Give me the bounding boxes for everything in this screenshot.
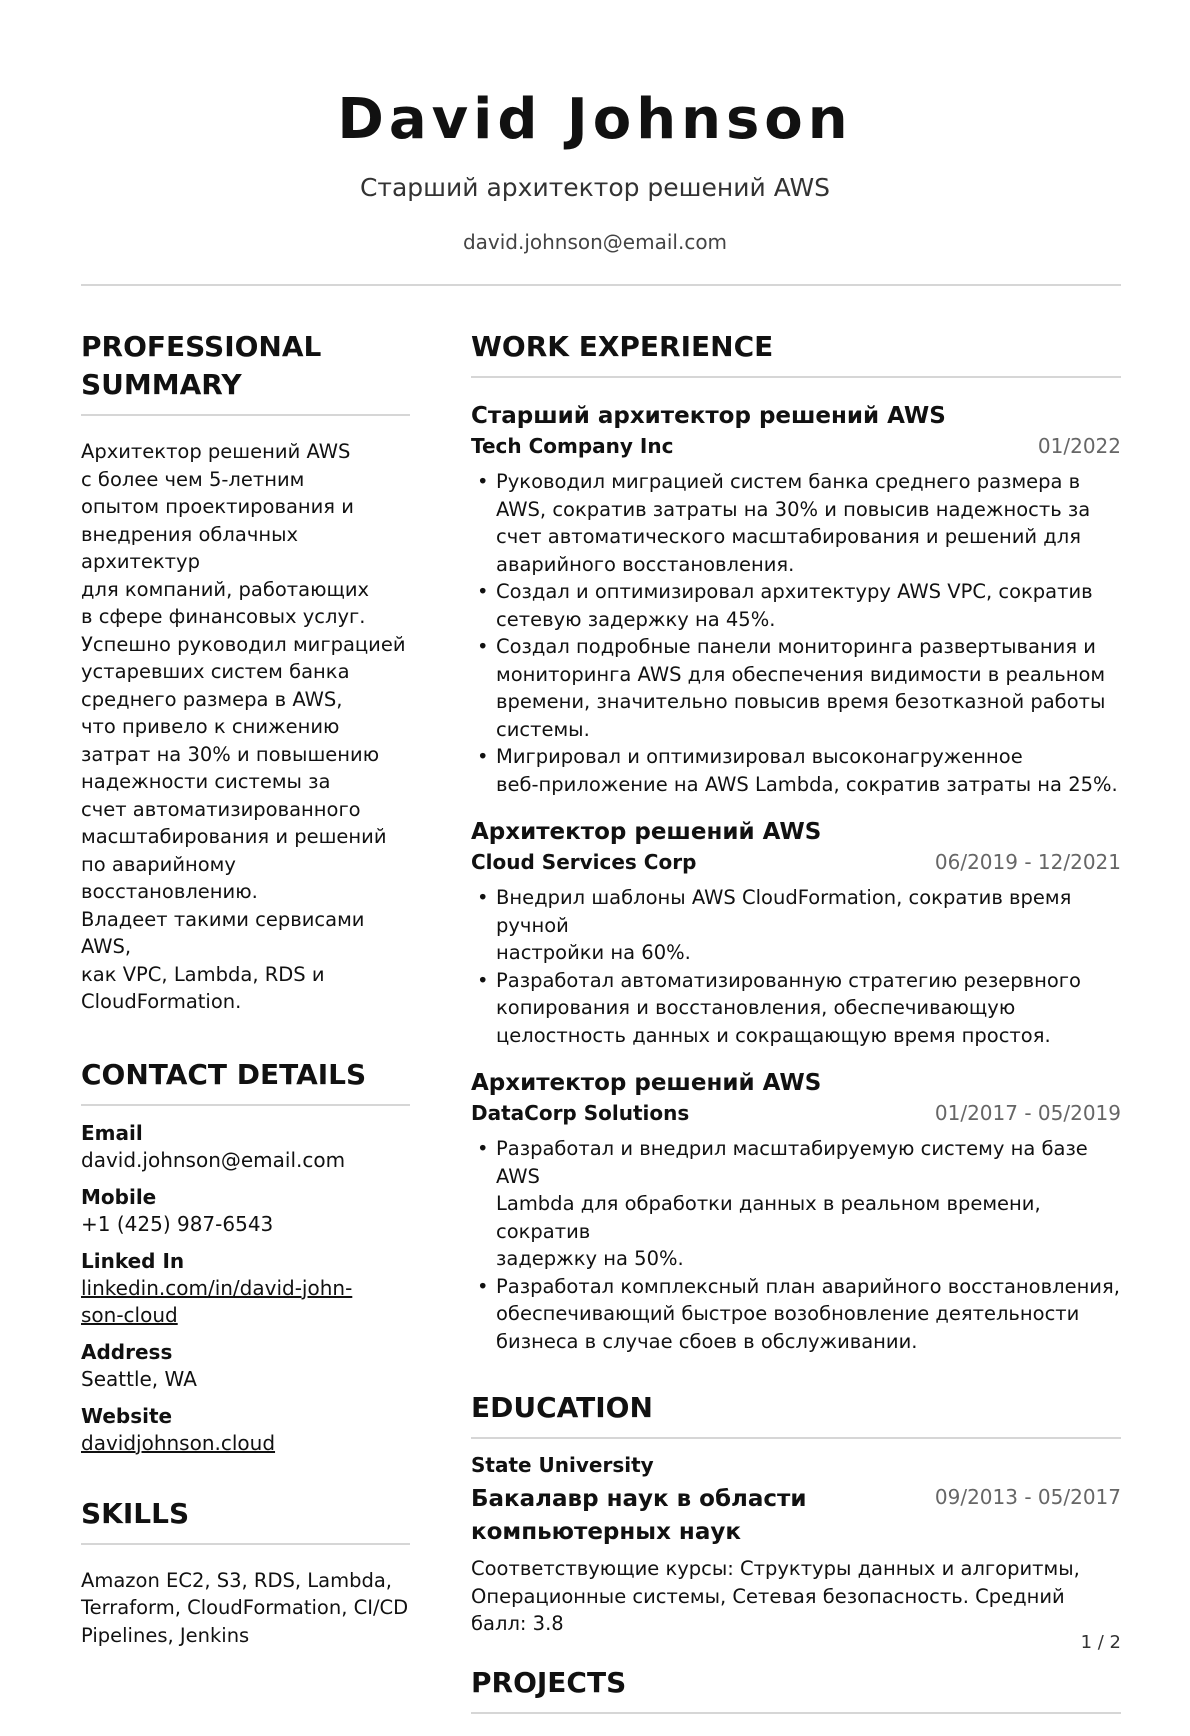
bullet-item: [471, 468, 1121, 578]
job-entry: [471, 1067, 1121, 1355]
contact-label: Website: [81, 1403, 173, 1428]
linkedin-link[interactable]: linkedin.com/in/david-john- son-cloud: [81, 1275, 353, 1327]
candidate-title: Старший архитектор решений AWS: [359, 173, 831, 202]
contact-label: Address: [81, 1339, 173, 1364]
job-date: 01/2022: [1037, 434, 1121, 458]
projects-heading: PROJECTS: [471, 1665, 627, 1699]
bullet-text: Разработал комплексный план аварийного восстановления, обеспечивающий быстрое возобновление деятельности бизнеса в случае сбоев в обслуживании.: [496, 1274, 1120, 1353]
bullet-text: Разработал и внедрил масштабируемую систему на базе AWS Lambda для обработки данных в реальном времени, сократив задержку на 50%.: [496, 1137, 1088, 1270]
education-school: State University: [471, 1453, 654, 1477]
bullet-text: Разработал автоматизированную стратегию резервного копирования и восстановления, обеспечивающую целостность данных и сокращающую время простоя.: [496, 968, 1081, 1047]
bullet-item: [471, 633, 1121, 743]
experience-heading: WORK EXPERIENCE: [471, 330, 774, 363]
contact-label: Linked In: [81, 1248, 185, 1273]
job-role: Архитектор решений AWS: [471, 1070, 822, 1096]
section-divider: [471, 376, 1121, 378]
job-company: Cloud Services Corp: [471, 850, 697, 874]
contact-list: [81, 1120, 410, 1457]
contact-heading: CONTACT DETAILS: [81, 1057, 367, 1091]
contact-linkedin: [81, 1248, 410, 1329]
left-column: [81, 328, 410, 1649]
job-role: Старший архитектор решений AWS: [471, 403, 946, 429]
job-entry: [471, 400, 1121, 798]
right-column: [471, 328, 1121, 1736]
job-company: DataCorp Solutions: [471, 1101, 690, 1125]
bullet-item: [471, 967, 1121, 1050]
section-divider: [81, 414, 410, 416]
section-divider: [471, 1437, 1121, 1439]
job-meta: [471, 1099, 1121, 1127]
candidate-name: David Johnson: [337, 87, 853, 152]
contact-value: Seattle, WA: [81, 1366, 197, 1391]
projects-section: [471, 1664, 1121, 1714]
job-date: 01/2017 - 05/2019: [934, 1101, 1121, 1125]
job-meta: [471, 432, 1121, 460]
job-bullets: [471, 1135, 1121, 1355]
contact-label: Mobile: [81, 1184, 157, 1209]
bullet-item: [471, 578, 1121, 633]
job-meta: [471, 848, 1121, 876]
skills-section: [81, 1495, 410, 1650]
education-degree: Бакалавр наук в области компьютерных наук: [471, 1486, 807, 1545]
bullet-item: [471, 743, 1121, 798]
bullet-text: Мигрировал и оптимизировал высоконагруженное веб-приложение на AWS Lambda, сократив затраты на 25%.: [496, 745, 1118, 796]
page-number: 1 / 2: [1080, 1632, 1121, 1653]
summary-text: Архитектор решений AWS с более чем 5-летним опытом проектирования и внедрения облачных архитектур для компаний, работающих в сфере финансовых услуг. Успешно руководил миграцией устаревших систем банка среднего размера в AWS, что привело к снижению затрат на 30% и повышению надежности системы за счет автоматизированного масштабирования и решений по аварийному восстановлению. Владеет такими сервисами AWS, как VPC, Lambda, RDS и CloudFormation.: [81, 440, 406, 1013]
skills-text: Amazon EC2, S3, RDS, Lambda, Terraform, CloudFormation, CI/CD Pipelines, Jenkins: [81, 1568, 409, 1647]
contact-mobile: [81, 1184, 410, 1238]
bullet-text: Создал и оптимизировал архитектуру AWS VPC, сократив сетевую задержку на 45%.: [496, 580, 1093, 631]
education-heading: EDUCATION: [471, 1391, 653, 1424]
job-entry: [471, 816, 1121, 1049]
contact-address: [81, 1339, 410, 1393]
summary-heading: PROFESSIONAL SUMMARY: [81, 330, 322, 401]
education-description: Соответствующие курсы: Структуры данных и алгоритмы, Операционные системы, Сетевая безопасность. Средний балл: 3.8: [471, 1557, 1080, 1635]
contact-value: david.johnson@email.com: [81, 1147, 346, 1172]
contact-email: [81, 1120, 410, 1174]
experience-section: [471, 328, 1121, 1355]
summary-section: [81, 328, 410, 1016]
education-section: [471, 1389, 1121, 1638]
bullet-text: Создал подробные панели мониторинга развертывания и мониторинга AWS для обеспечения видимости в реальном времени, значительно повысив время безотказной работы системы.: [496, 635, 1106, 741]
job-bullets: [471, 884, 1121, 1049]
education-date: 09/2013 - 05/2017: [934, 1485, 1121, 1509]
header-divider: [81, 284, 1121, 286]
bullet-item: [471, 1135, 1121, 1273]
bullet-text: Внедрил шаблоны AWS CloudFormation, сократив время ручной настройки на 60%.: [496, 886, 1072, 964]
section-divider: [81, 1543, 410, 1545]
website-link[interactable]: davidjohnson.cloud: [81, 1430, 276, 1455]
job-date: 06/2019 - 12/2021: [934, 850, 1121, 874]
education-meta: [471, 1483, 1121, 1549]
bullet-text: Руководил миграцией систем банка среднего размера в AWS, сократив затраты на 30% и повысив надежность за счет автоматического масштабирования и решений для аварийного восстановления.: [496, 470, 1091, 576]
job-role: Архитектор решений AWS: [471, 819, 822, 845]
bullet-item: [471, 1273, 1121, 1356]
job-bullets: [471, 468, 1121, 798]
section-divider: [471, 1712, 1121, 1714]
contact-label: Email: [81, 1120, 143, 1145]
contact-value: +1 (425) 987-6543: [81, 1211, 274, 1236]
section-divider: [81, 1104, 410, 1106]
contact-website: [81, 1403, 410, 1457]
contact-section: [81, 1056, 410, 1457]
bullet-item: [471, 884, 1121, 967]
job-company: Tech Company Inc: [471, 434, 674, 458]
skills-heading: SKILLS: [81, 1496, 190, 1530]
header-email: david.johnson@email.com: [462, 230, 728, 254]
